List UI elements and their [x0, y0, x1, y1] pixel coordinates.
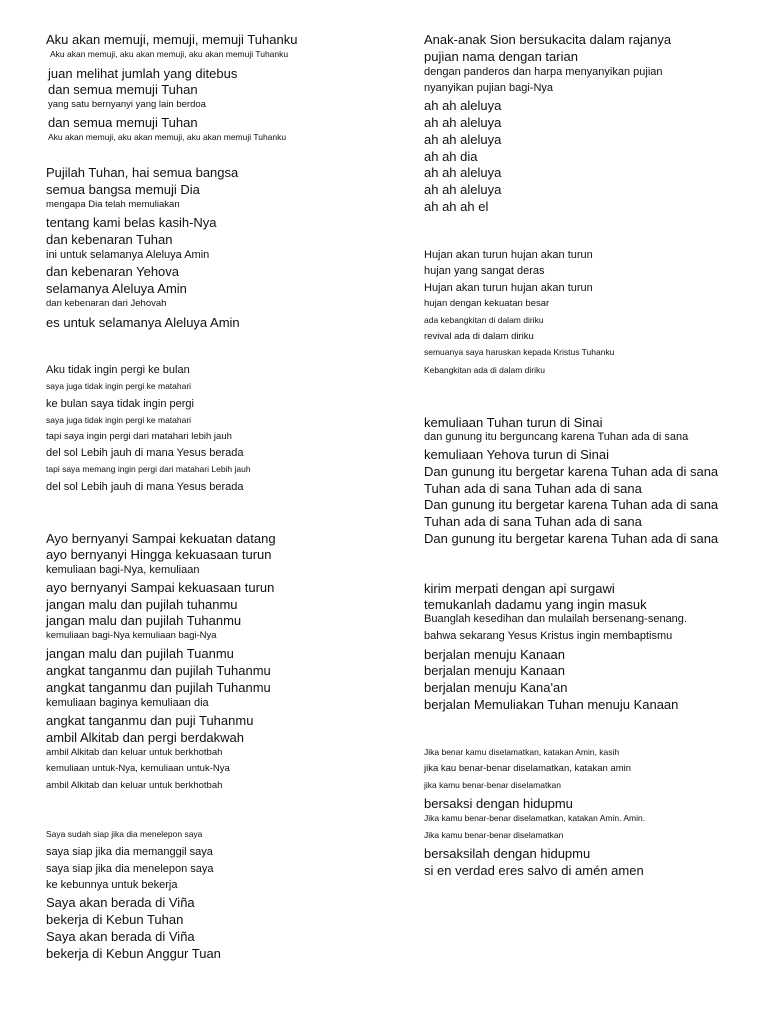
lyric-line: saya siap jika dia memanggil saya: [46, 846, 213, 858]
lyric-line: ah ah aleluya: [424, 165, 502, 180]
lyric-line: angkat tanganmu dan pujilah Tuhanmu: [46, 663, 271, 678]
lyric-line: angkat tanganmu dan puji Tuhanmu: [46, 713, 254, 728]
lyric-line: semua bangsa memuji Dia: [46, 182, 200, 197]
lyric-line: hujan yang sangat deras: [424, 265, 545, 277]
lyric-line: ah ah aleluya: [424, 115, 502, 130]
lyric-line: Dan gunung itu bergetar karena Tuhan ada di sana: [424, 531, 719, 546]
lyric-line: kemuliaan Yehova turun di Sinai: [424, 447, 610, 462]
lyric-line: del sol Lebih jauh di mana Yesus berada: [46, 481, 244, 493]
lyric-line: dan semua memuji Tuhan: [48, 82, 198, 97]
lyric-line: jangan malu dan pujilah Tuhanmu: [46, 613, 242, 628]
lyric-line: ayo bernyanyi Hingga kekuasaan turun: [46, 547, 272, 562]
lyric-line: selamanya Aleluya Amin: [46, 281, 187, 296]
lyric-line: Hujan akan turun hujan akan turun: [424, 249, 593, 261]
lyric-line: Anak-anak Sion bersukacita dalam rajanya: [424, 32, 672, 47]
lyric-line: kemuliaan bagi-Nya kemuliaan bagi-Nya: [46, 630, 217, 641]
lyric-line: semuanya saya haruskan kepada Kristus Tuhanku: [424, 347, 615, 357]
lyric-line: ini untuk selamanya Aleluya Amin: [46, 249, 210, 261]
lyric-line: Dan gunung itu bergetar karena Tuhan ada di sana: [424, 464, 719, 479]
lyric-line: pujian nama dengan tarian: [424, 49, 578, 64]
lyric-line: Saya akan berada di Viña: [46, 929, 195, 944]
lyric-line: ada kebangkitan di dalam diriku: [424, 315, 544, 325]
lyric-line: berjalan menuju Kana'an: [424, 680, 568, 695]
lyric-line: kemuliaan baginya kemuliaan dia: [46, 697, 209, 709]
lyric-line: jangan malu dan pujilah tuhanmu: [46, 597, 238, 612]
lyric-line: Pujilah Tuhan, hai semua bangsa: [46, 165, 239, 180]
lyric-line: nyanyikan pujian bagi-Nya: [424, 82, 554, 94]
lyric-line: saya siap jika dia menelepon saya: [46, 863, 214, 875]
lyric-line: mengapa Dia telah memuliakan: [46, 199, 180, 210]
lyric-line: jika kamu benar-benar diselamatkan: [424, 780, 562, 790]
lyric-line: tentang kami belas kasih-Nya: [46, 215, 217, 230]
lyric-line: tapi saya memang ingin pergi dari matahari Lebih jauh: [46, 464, 251, 474]
lyric-line: berjalan menuju Kanaan: [424, 663, 565, 678]
lyric-line: Jika benar kamu diselamatkan, katakan Amin, kasih: [424, 747, 620, 757]
lyric-line: Tuhan ada di sana Tuhan ada di sana: [424, 514, 642, 529]
lyric-line: dan gunung itu berguncang karena Tuhan ada di sana: [424, 431, 689, 443]
lyric-line: si en verdad eres salvo di amén amen: [424, 863, 644, 878]
lyric-line: jika kau benar-benar diselamatkan, katakan amin: [424, 763, 632, 774]
lyric-line: kemuliaan bagi-Nya, kemuliaan: [46, 564, 200, 576]
lyric-line: Jika kamu benar-benar diselamatkan: [424, 830, 564, 840]
lyric-line: ambil Alkitab dan keluar untuk berkhotbah: [46, 780, 223, 791]
lyric-line: bahwa sekarang Yesus Kristus ingin membaptismu: [424, 630, 673, 642]
lyric-line: dengan panderos dan harpa menyanyikan pujian: [424, 66, 663, 78]
lyric-line: del sol Lebih jauh di mana Yesus berada: [46, 447, 244, 459]
lyric-line: bersaksilah dengan hidupmu: [424, 846, 591, 861]
lyric-line: temukanlah dadamu yang ingin masuk: [424, 597, 647, 612]
lyric-line: dan kebenaran Tuhan: [46, 232, 173, 247]
lyric-line: juan melihat jumlah yang ditebus: [48, 66, 238, 81]
lyric-line: Tuhan ada di sana Tuhan ada di sana: [424, 481, 642, 496]
lyric-line: ah ah aleluya: [424, 132, 502, 147]
lyric-line: Aku akan memuji, aku akan memuji, aku akan memuji Tuhanku: [50, 49, 289, 59]
lyric-line: Dan gunung itu bergetar karena Tuhan ada di sana: [424, 497, 719, 512]
lyric-line: berjalan menuju Kanaan: [424, 647, 565, 662]
lyric-line: berjalan Memuliakan Tuhan menuju Kanaan: [424, 697, 679, 712]
lyric-line: ke kebunnya untuk bekerja: [46, 879, 178, 891]
lyric-line: ah ah dia: [424, 149, 478, 164]
lyric-line: ke bulan saya tidak ingin pergi: [46, 398, 194, 410]
lyric-line: Aku akan memuji, memuji, memuji Tuhanku: [46, 32, 298, 47]
lyric-line: Kebangkitan ada di dalam diriku: [424, 365, 545, 375]
lyric-line: hujan dengan kekuatan besar: [424, 298, 550, 309]
lyric-line: dan kebenaran Yehova: [46, 264, 180, 279]
lyric-line: jangan malu dan pujilah Tuanmu: [46, 646, 234, 661]
lyric-line: yang satu bernyanyi yang lain berdoa: [48, 99, 206, 110]
lyric-line: saya juga tidak ingin pergi ke matahari: [46, 415, 192, 425]
lyric-line: angkat tanganmu dan pujilah Tuhanmu: [46, 680, 271, 695]
lyric-line: revival ada di dalam diriku: [424, 331, 534, 342]
lyric-line: ambil Alkitab dan keluar untuk berkhotbah: [46, 747, 223, 758]
lyric-line: kirim merpati dengan api surgawi: [424, 581, 615, 596]
lyric-line: Ayo bernyanyi Sampai kekuatan datang: [46, 531, 276, 546]
lyric-line: bekerja di Kebun Anggur Tuan: [46, 946, 221, 961]
lyric-line: Jika kamu benar-benar diselamatkan, katakan Amin. Amin.: [424, 813, 646, 823]
lyric-line: bersaksi dengan hidupmu: [424, 796, 573, 811]
lyric-line: Saya sudah siap jika dia menelepon saya: [46, 829, 203, 839]
lyric-line: ah ah ah el: [424, 199, 489, 214]
lyric-line: kemuliaan untuk-Nya, kemuliaan untuk-Nya: [46, 763, 230, 774]
lyric-line: dan semua memuji Tuhan: [48, 115, 198, 130]
lyric-line: Saya akan berada di Viña: [46, 895, 195, 910]
lyric-line: ah ah aleluya: [424, 182, 502, 197]
lyric-line: ambil Alkitab dan pergi berdakwah: [46, 730, 245, 745]
lyric-line: tapi saya ingin pergi dari matahari lebih jauh: [46, 431, 232, 442]
lyric-line: es untuk selamanya Aleluya Amin: [46, 315, 240, 330]
lyric-line: kemuliaan Tuhan turun di Sinai: [424, 415, 603, 430]
lyric-line: dan kebenaran dari Jehovah: [46, 298, 167, 309]
lyric-line: Buanglah kesedihan dan mulailah bersenang-senang.: [424, 613, 687, 625]
lyric-line: ah ah aleluya: [424, 98, 502, 113]
lyric-line: Aku akan memuji, aku akan memuji, aku akan memuji Tuhanku: [48, 132, 287, 142]
lyric-line: Hujan akan turun hujan akan turun: [424, 282, 593, 294]
lyric-line: saya juga tidak ingin pergi ke matahari: [46, 381, 192, 391]
lyric-line: Aku tidak ingin pergi ke bulan: [46, 364, 190, 376]
lyric-line: ayo bernyanyi Sampai kekuasaan turun: [46, 580, 275, 595]
lyric-line: bekerja di Kebun Tuhan: [46, 912, 184, 927]
